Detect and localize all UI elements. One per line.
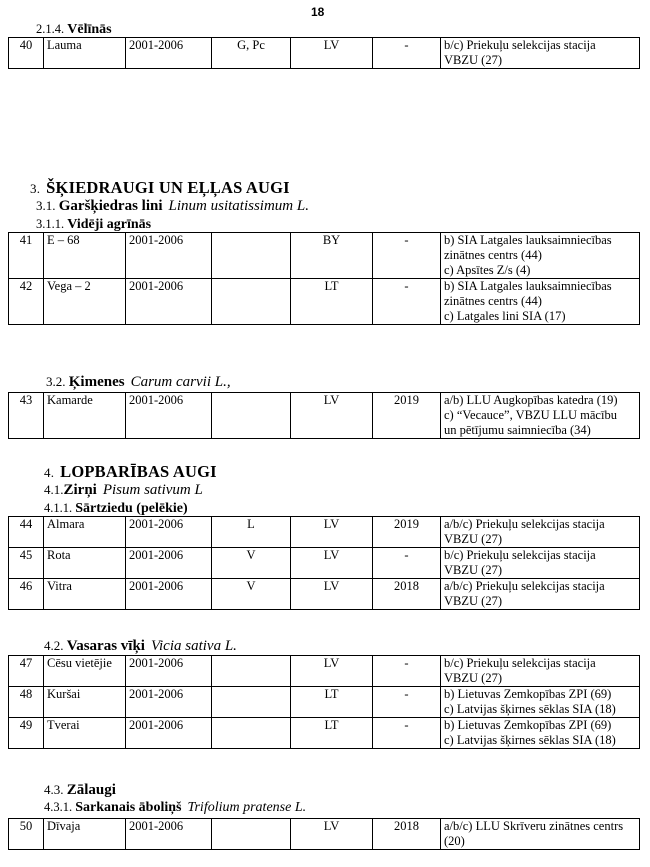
species-heading-viki [44,638,237,655]
variety-name: Tverai [44,718,126,749]
variety-name: Vitra [44,579,126,610]
variety-table-kimenes [8,392,640,439]
species-latin: Pisum sativum L [102,482,203,498]
origin-country: LT [291,279,373,325]
species-latin: Linum usitatissimum L. [168,198,309,214]
maintainer-line: b) Lietuvas Zemkopības ZPI (69) [444,718,612,732]
subheading-abolins [44,800,306,816]
variety-name: Vega – 2 [44,279,126,325]
origin-country: LV [291,517,373,548]
species-number: 4.1. [44,482,64,497]
variety-type: V [212,548,291,579]
variety-type: V [212,579,291,610]
table-row [9,718,640,749]
species-heading-lini [36,198,309,215]
maintainer-line: (20) [444,834,465,848]
row-number: 49 [9,718,44,749]
maintainer-line: VBZU (27) [444,53,502,67]
section-heading-3 [30,178,290,198]
valid-until: 2018 [373,579,441,610]
species-number: 4.3. [44,782,64,797]
valid-until: - [373,718,441,749]
registration-years: 2001-2006 [126,233,212,279]
maintainer-line: c) Latvijas šķirnes sēklas SIA (18) [444,702,616,716]
maintainer-line: VBZU (27) [444,671,502,685]
valid-until: - [373,548,441,579]
subheading-velinas [36,22,112,38]
maintainer-cell [441,687,640,718]
variety-type: L [212,517,291,548]
variety-name: Lauma [44,38,126,69]
variety-name: E – 68 [44,233,126,279]
species-number: 3.2. [46,374,66,389]
row-number: 43 [9,393,44,439]
maintainer-cell [441,233,640,279]
species-latin: Carum carvii L., [130,374,231,390]
subheading-title: Vēlīnās [67,22,112,37]
table-row [9,517,640,548]
section-number: 3. [30,181,41,196]
valid-until: - [373,233,441,279]
table-row [9,393,640,439]
registration-years: 2001-2006 [126,718,212,749]
species-name: Vasaras vīķi [66,638,145,654]
registration-years: 2001-2006 [126,656,212,687]
row-number: 45 [9,548,44,579]
subheading-number: 4.3.1. [44,800,73,814]
valid-until: - [373,656,441,687]
maintainer-line: a/b/c) Priekuļu selekcijas stacija [444,517,605,531]
origin-country: LV [291,38,373,69]
species-name: Zālaugi [66,782,116,798]
valid-until: - [373,38,441,69]
species-number: 4.2. [44,638,64,653]
maintainer-line: a/b/c) Priekuļu selekcijas stacija [444,579,605,593]
variety-name: Almara [44,517,126,548]
table-row [9,656,640,687]
origin-country: BY [291,233,373,279]
valid-until: - [373,687,441,718]
table-row [9,38,640,69]
variety-type [212,656,291,687]
section-title: ŠĶIEDRAUGI UN EĻĻAS AUGI [46,178,290,197]
maintainer-line: b/c) Priekuļu selekcijas stacija [444,656,596,670]
row-number: 44 [9,517,44,548]
maintainer-line: b/c) Priekuļu selekcijas stacija [444,548,596,562]
origin-country: LV [291,656,373,687]
maintainer-cell [441,819,640,850]
origin-country: LT [291,718,373,749]
maintainer-cell [441,517,640,548]
origin-country: LV [291,548,373,579]
variety-table-viki [8,655,640,749]
maintainer-cell [441,38,640,69]
variety-name: Dīvaja [44,819,126,850]
table-row [9,819,640,850]
page-number: 18 [311,5,325,19]
variety-table-abolins [8,818,640,850]
registration-years: 2001-2006 [126,687,212,718]
table-row [9,687,640,718]
variety-type [212,687,291,718]
registration-years: 2001-2006 [126,579,212,610]
table-row [9,233,640,279]
species-name: Zirņi [63,482,97,498]
row-number: 42 [9,279,44,325]
variety-type [212,819,291,850]
origin-country: LT [291,687,373,718]
row-number: 41 [9,233,44,279]
variety-type: G, Pc [212,38,291,69]
table-row [9,279,640,325]
registration-years: 2001-2006 [126,393,212,439]
species-name: Ķimenes [68,374,125,390]
variety-table-lini [8,232,640,325]
subheading-title: Vidēji agrīnās [67,217,152,232]
registration-years: 2001-2006 [126,279,212,325]
subheading-zirni [44,501,188,517]
variety-table-zirni [8,516,640,610]
origin-country: LV [291,819,373,850]
origin-country: LV [291,393,373,439]
section-title: LOPBARĪBAS AUGI [60,462,217,481]
species-number: 3.1. [36,198,56,213]
maintainer-line: b) SIA Latgales lauksaimniecības [444,233,612,247]
row-number: 40 [9,38,44,69]
registration-years: 2001-2006 [126,548,212,579]
valid-until: 2018 [373,819,441,850]
variety-table-velinas [8,37,640,69]
maintainer-cell [441,579,640,610]
maintainer-cell [441,279,640,325]
maintainer-line: zinātnes centrs (44) [444,294,542,308]
subheading-title: Sarkanais āboliņš [75,800,182,815]
variety-type [212,718,291,749]
species-heading-zirni [44,482,203,499]
maintainer-line: VBZU (27) [444,532,502,546]
maintainer-cell [441,548,640,579]
maintainer-cell [441,656,640,687]
variety-name: Rota [44,548,126,579]
valid-until: - [373,279,441,325]
maintainer-line: c) Apsītes Z/s (4) [444,263,531,277]
maintainer-line: zinātnes centrs (44) [444,248,542,262]
maintainer-line: a/b) LLU Augkopības katedra (19) [444,393,618,407]
maintainer-line: un pētījumu saimniecība (34) [444,423,591,437]
variety-type [212,279,291,325]
registration-years: 2001-2006 [126,38,212,69]
row-number: 46 [9,579,44,610]
section-heading-4 [44,462,217,482]
table-row [9,579,640,610]
maintainer-line: c) Latgales lini SIA (17) [444,309,566,323]
species-latin: Vicia sativa L. [150,638,237,654]
variety-name: Kuršai [44,687,126,718]
maintainer-cell [441,393,640,439]
maintainer-line: b) Lietuvas Zemkopības ZPI (69) [444,687,612,701]
species-heading-zalaugi [44,782,116,799]
maintainer-line: VBZU (27) [444,563,502,577]
row-number: 47 [9,656,44,687]
maintainer-line: a/b/c) LLU Skrīveru zinātnes centrs [444,819,624,833]
variety-type [212,393,291,439]
variety-name: Kamarde [44,393,126,439]
table-row [9,548,640,579]
variety-type [212,233,291,279]
species-name: Garšķiedras lini [58,198,163,214]
maintainer-cell [441,718,640,749]
valid-until: 2019 [373,393,441,439]
maintainer-line: VBZU (27) [444,594,502,608]
maintainer-line: b) SIA Latgales lauksaimniecības [444,279,612,293]
row-number: 48 [9,687,44,718]
section-number: 4. [44,465,55,480]
subheading-number: 4.1.1. [44,501,73,515]
registration-years: 2001-2006 [126,517,212,548]
registration-years: 2001-2006 [126,819,212,850]
valid-until: 2019 [373,517,441,548]
subheading-lini [36,217,151,233]
maintainer-line: c) “Vecauce”, VBZU LLU mācību [444,408,617,422]
subheading-latin: Trifolium pratense L. [187,800,307,815]
variety-name: Cēsu vietējie [44,656,126,687]
maintainer-line: c) Latvijas šķirnes sēklas SIA (18) [444,733,616,747]
subheading-number: 3.1.1. [36,217,65,231]
origin-country: LV [291,579,373,610]
maintainer-line: b/c) Priekuļu selekcijas stacija [444,38,596,52]
row-number: 50 [9,819,44,850]
subheading-title: Sārtziedu (pelēkie) [75,501,188,516]
species-heading-kimenes [46,374,231,391]
subheading-number: 2.1.4. [36,22,65,36]
